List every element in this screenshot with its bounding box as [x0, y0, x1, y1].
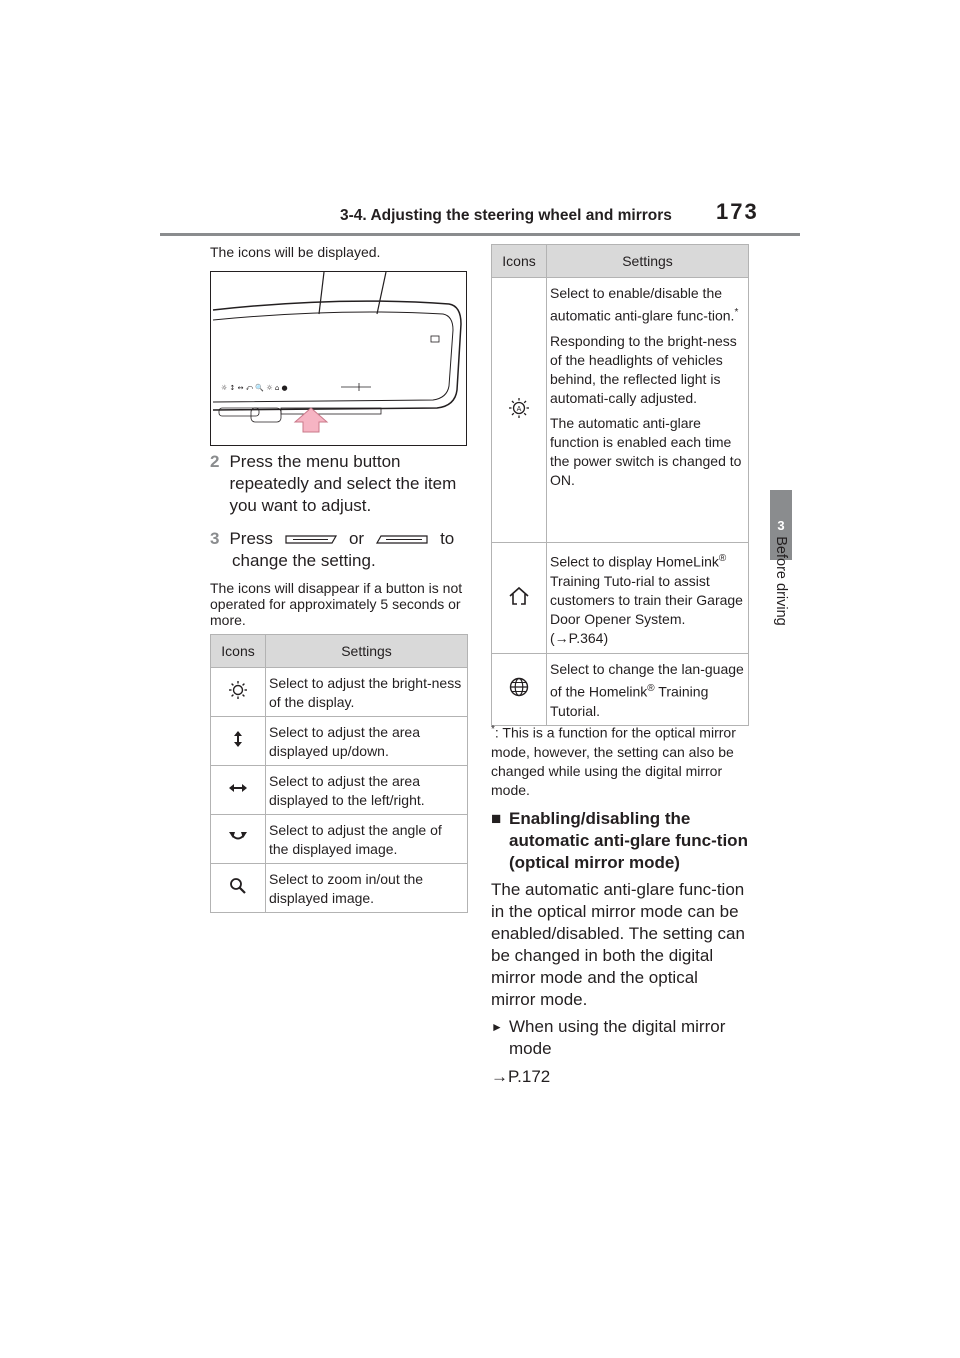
section-title: 3-4. Adjusting the steering wheel and mirrors: [340, 207, 672, 224]
column-header-icons: Icons: [211, 635, 266, 668]
page-number: 173: [716, 199, 759, 224]
step-3-or: or: [348, 529, 365, 548]
setting-text: Select to adjust the angle of the displayed image.: [266, 815, 468, 864]
footnote-mark: *: [491, 724, 495, 735]
setting-text: Responding to the bright-ness of the headlights of vehicles behind, the reflected light is automati-cally adjusted.: [550, 332, 737, 406]
step-3-press: Press: [229, 529, 273, 548]
svg-text:☼ ↕ ↔ ⤺ 🔍 ☼ ⌂ ●: ☼ ↕ ↔ ⤺ 🔍 ☼ ⌂ ●: [221, 384, 288, 392]
zoom-icon: [211, 864, 266, 913]
table-row: [211, 717, 468, 766]
table-row: [492, 278, 749, 543]
up-down-icon: [211, 717, 266, 766]
setting-text: Select to zoom in/out the displayed image.: [266, 864, 468, 913]
icons-table: [210, 634, 468, 913]
table-row: [492, 543, 749, 654]
setting-text: Select to adjust the bright-ness of the display.: [266, 668, 468, 717]
mirror-illustration: [210, 271, 467, 446]
table-header-row: [492, 245, 749, 278]
setting-text: The automatic anti-glare function is enabled each time the power switch is changed to ON.: [550, 414, 742, 488]
setting-text: Select to enable/disable the automatic anti-glare func-tion.*: [550, 285, 739, 324]
right-button-icon: [374, 532, 430, 546]
page-reference[interactable]: [491, 1067, 550, 1087]
table-header-row: [211, 635, 468, 668]
table-row: [211, 766, 468, 815]
bullet-item: [491, 1016, 747, 1060]
reference-arrow: →: [491, 1067, 508, 1086]
angle-icon: [211, 815, 266, 864]
header-rule: [160, 233, 800, 236]
column-header-settings: Settings: [547, 245, 749, 278]
bullet-text: When using the digital mirror mode: [509, 1017, 726, 1058]
step-2-number: 2: [210, 452, 220, 471]
mirror-illustration-drawing: [211, 272, 467, 446]
step-3: [210, 528, 470, 572]
intro-text: The icons will be displayed.: [210, 244, 381, 260]
setting-text: Select to adjust the area displayed up/down.: [266, 717, 468, 766]
step-2-text: Press the menu button repeatedly and select the item you want to adjust.: [229, 452, 457, 515]
step-2: [210, 451, 470, 517]
heading-text: Enabling/disabling the automatic anti-glare func-tion (optical mirror mode): [509, 809, 748, 872]
step-3-number: 3: [210, 529, 220, 548]
footnote-text: : This is a function for the optical mirror mode, however, the setting can also be changed while using the digital mirror mode.: [491, 724, 736, 798]
auto-anti-glare-icon: [492, 278, 547, 543]
chapter-label: Before driving: [773, 536, 789, 626]
setting-text: Select to change the lan-guage of the Homelink® Training Tutorial.: [547, 654, 749, 726]
section-heading: [491, 808, 751, 874]
table-row: [211, 815, 468, 864]
table-row: [211, 864, 468, 913]
left-button-icon: [283, 532, 339, 546]
step-3-to: to: [440, 529, 455, 548]
bullet-marker: ►: [491, 1020, 503, 1034]
table-row: [211, 668, 468, 717]
column-header-settings: Settings: [266, 635, 468, 668]
footnote: [491, 720, 751, 800]
step-3-continuation: change the setting.: [232, 551, 376, 570]
reference-link[interactable]: P.172: [508, 1067, 551, 1086]
chapter-number: 3: [777, 517, 785, 533]
heading-marker: ■: [491, 809, 502, 828]
setting-text: Select to adjust the area displayed to the left/right.: [266, 766, 468, 815]
svg-text:A: A: [516, 405, 522, 413]
globe-icon: [492, 654, 547, 726]
column-header-icons: Icons: [492, 245, 547, 278]
body-text: The automatic anti-glare func-tion in the optical mirror mode can be enabled/disabled. The setting can be changed in both the digital mirror mode and the optical mirror mode.: [491, 880, 745, 1009]
icons-table-continued: [491, 244, 749, 726]
table-row: [492, 654, 749, 726]
note-text: The icons will disappear if a button is not operated for approximately 5 seconds or more.: [210, 580, 463, 628]
home-icon: [492, 543, 547, 654]
brightness-icon: [211, 668, 266, 717]
setting-text: Select to display HomeLink® Training Tuto-rial to assist customers to train their Garage Door Opener System. (→P.364): [547, 543, 749, 654]
left-right-icon: [211, 766, 266, 815]
